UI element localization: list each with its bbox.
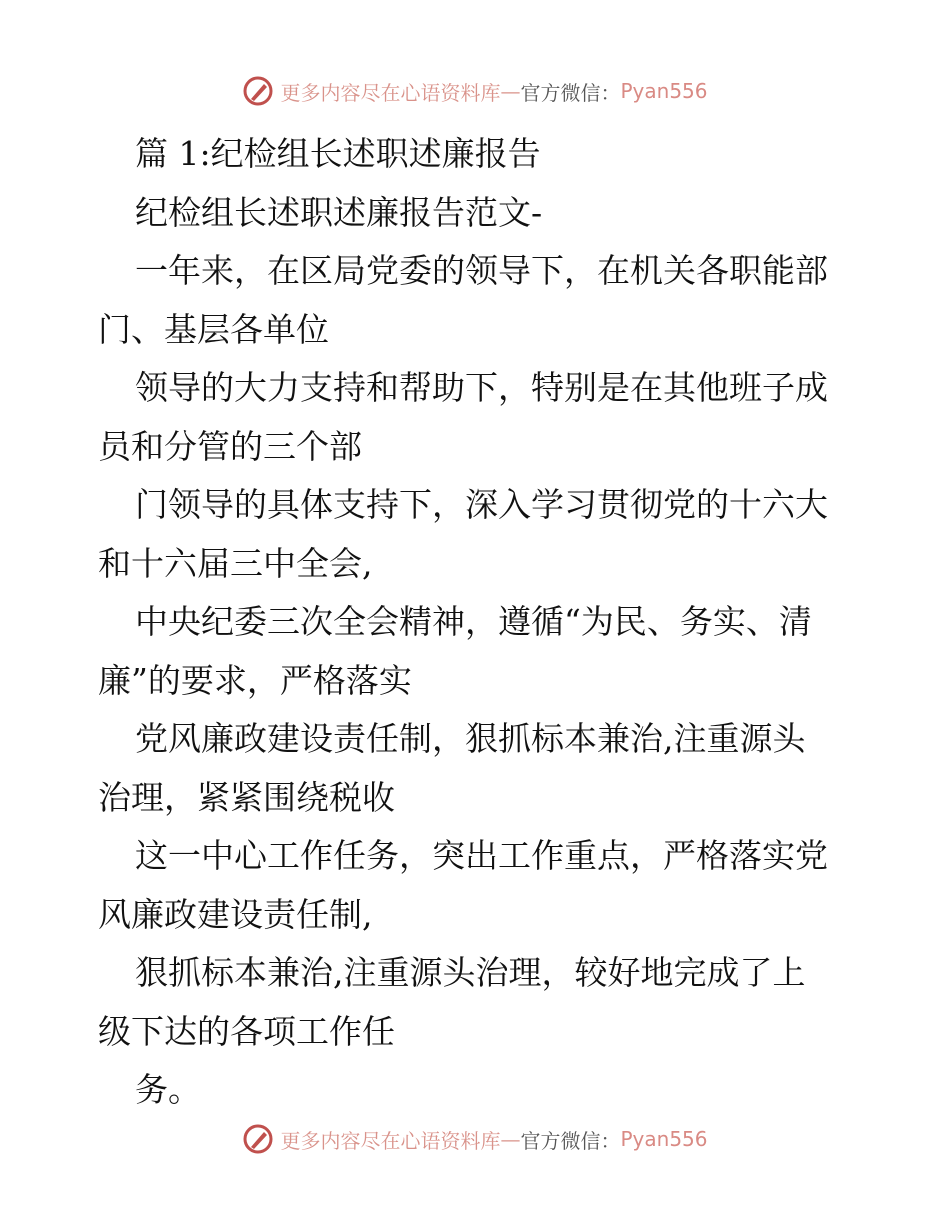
header-watermark (0, 71, 950, 111)
document-title: 篇 1:纪检组长述职述廉报告 (135, 134, 541, 173)
text-line: 纪检组长述职述廉报告范文- (135, 192, 543, 232)
text-line: 级下达的各项工作任 (98, 1011, 395, 1051)
footer-watermark (0, 1119, 950, 1159)
watermark-wechat-label: 官方微信： (520, 80, 621, 105)
text-line: 治理，紧紧围绕税收 (98, 777, 395, 817)
watermark-dash: — (500, 1127, 521, 1151)
text-line: 门、基层各单位 (98, 309, 329, 349)
text-line: 中央纪委三次全会精神，遵循“为民、务实、清 (135, 602, 812, 641)
watermark-wechat-id: Pyan556 (620, 79, 708, 103)
text-line: 党风廉政建设责任制，狠抓标本兼治,注重源头 (135, 719, 806, 758)
text-line: 廉”的要求，严格落实 (98, 660, 412, 700)
watermark-wechat-label: 官方微信： (520, 1128, 621, 1153)
text-line: 门领导的具体支持下，深入学习贯彻党的十六大 (135, 485, 828, 524)
text-line: 狠抓标本兼治,注重源头治理，较好地完成了上 (135, 953, 806, 992)
watermark-dash: — (500, 79, 521, 103)
watermark-text: 更多内容尽在心语资料库 (280, 1128, 501, 1153)
text-line: 领导的大力支持和帮助下，特别是在其他班子成 (135, 368, 828, 407)
text-line: 务。 (135, 1070, 201, 1109)
text-line: 和十六届三中全会, (98, 543, 373, 583)
document-body (98, 125, 858, 1120)
text-line: 这一中心工作任务，突出工作重点，严格落实党 (135, 836, 828, 875)
watermark-text: 更多内容尽在心语资料库 (280, 80, 501, 105)
pen-logo-icon (242, 75, 274, 107)
watermark-wechat-id: Pyan556 (620, 1127, 708, 1151)
text-line: 一年来，在区局党委的领导下，在机关各职能部 (135, 251, 828, 290)
pen-logo-icon (242, 1123, 274, 1155)
text-line: 员和分管的三个部 (98, 426, 362, 466)
text-line: 风廉政建设责任制, (98, 894, 373, 934)
